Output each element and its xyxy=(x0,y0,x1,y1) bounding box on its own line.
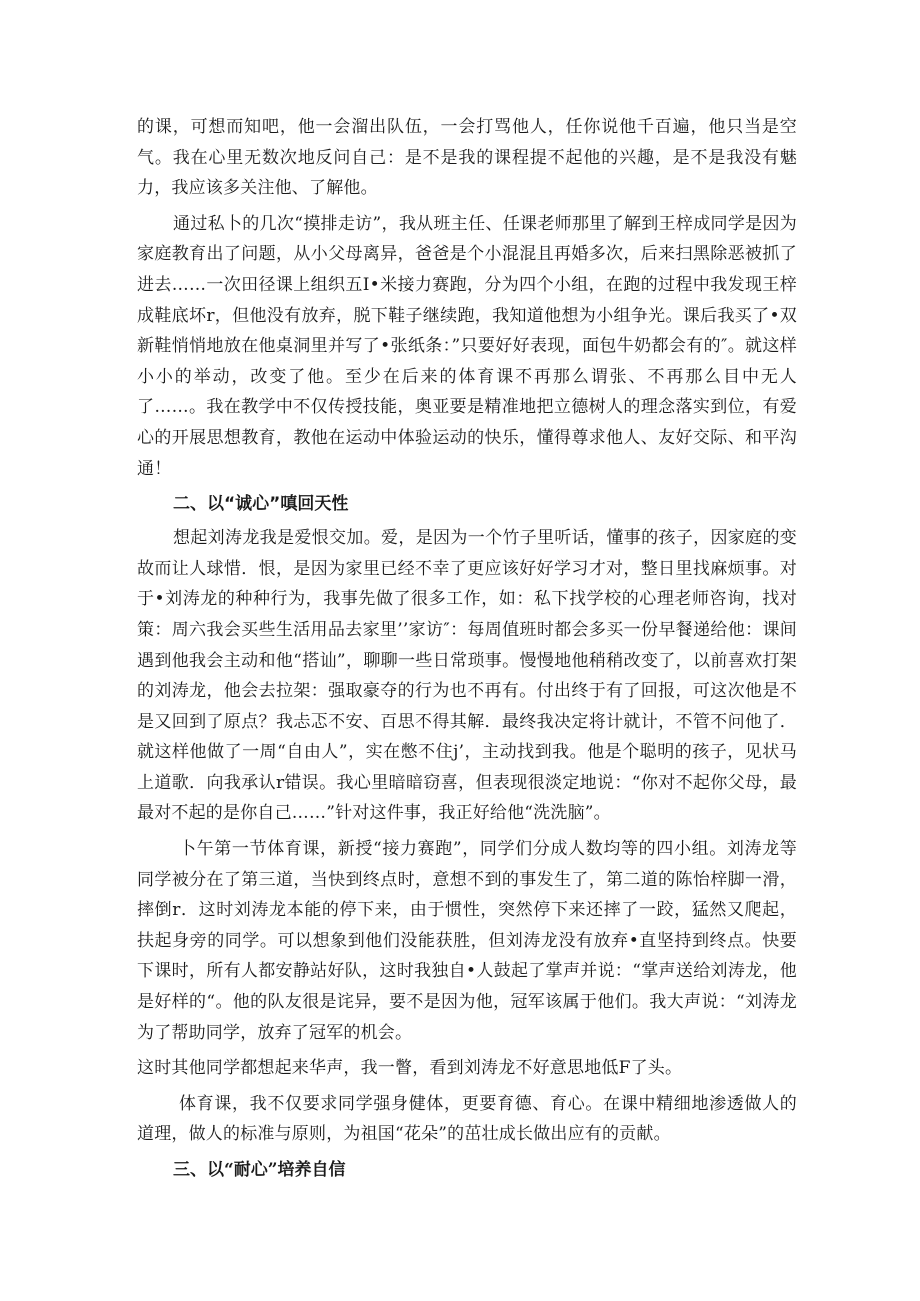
paragraph-relay-race: 卜午第一节体育课，新授“接力赛跑”，同学们分成人数均等的四小组。刘涛龙等同学被分在了第三道，当快到终点时，意想不到的事发生了，第二道的陈怡梓脚一滑，摔倒r．这时刘涛龙本能的停下来，由于惯性，突然停下来还摔了一跤，猛然又爬起，扶起身旁的同学。可以想象到他们没能获胜，但刘涛龙没有放弃•直坚持到终点。快要下课时，所有人都安静站好队，这时我独自•人鼓起了掌声并说：“掌声送给刘涛龙，他是好样的“。他的队友很是诧异，要不是因为他，冠军该属于他们。我大声说：“刘涛龙为了帮助同学，放弃了冠军的机会。 xyxy=(137,839,797,1043)
paragraph-liu-taolong: 想起刘涛龙我是爱恨交加。爱，是因为一个竹子里听话，懂事的孩子，因家庭的变故而让人球惜．恨，是因为家里已经不幸了更应该好好学习才对，整日里找麻烦事。对于•刘涛龙的种种行为，我事先做了很多工作，如：私下找学校的心理老师咨询，找对策：周六我会买些生活用品去家里’’家访″：每周值班时都会多买一份早餐递给他：课间遇到他我会主动和他“搭讪”，聊聊一些日常琐事。慢慢地他稍稍改变了，以前喜欢打架的刘涛龙，他会去拉架：强取豪夺的行为也不再有。付出终于有了回报，可这次他是不是又回到了原点？我忐忑不安、百思不得其解．最终我决定将计就计，不管不问他了．就这样他做了一周“自由人”，实在憋不住j’，主动找到我。他是个聪明的孩子，见状马上道歌．向我承认r错误。我心里暗暗窃喜，但表现很淡定地说：“你对不起你父母，最最对不起的是你自己……”针对这件事，我正好给他“洗洗脑”。 xyxy=(137,528,797,824)
paragraph-continued-class: 的课，可想而知吧，他一会溜出队伍，一会打骂他人，任你说他千百遍，他只当是空气。我在心里无数次地反问自己：是不是我的课程提不起他的兴趣，是不是我没有魅力，我应该多关注他、了解他。 xyxy=(137,117,797,199)
section-heading-patience: 三、以“耐心”培养自信 xyxy=(173,1160,346,1180)
section-heading-sincerity: 二、以“诚心”嗔回天性 xyxy=(173,494,349,515)
document-page xyxy=(137,112,797,1185)
paragraph-pe-class-summary: 体育课，我不仅要求同学强身健体，更要育德、育心。在课中精细地渗透做人的道理，做人的标准与原则，为祖国“花朵”的茁壮成长做出应有的贡献。 xyxy=(137,1093,797,1145)
paragraph-classmates-reaction: 这时其他同学都想起来华声，我一瞥，看到刘涛龙不好意思地低F了头。 xyxy=(137,1058,683,1079)
paragraph-wang-zicheng: 通过私卜的几次“摸排走访”，我从班主任、任课老师那里了解到王梓成同学是因为家庭教育出了问题，从小父母离异，爸爸是个小混混且再婚多次，后来扫黑除恶被抓了进去……一次田径课上组织五I•米接力赛跑，分为四个小组，在跑的过程中我发现王梓成鞋底坏r，但他没有放弃，脱下鞋子继续跑，我知道他想为小组争光。课后我买了•双新鞋悄悄地放在他桌洞里并写了•张纸条：”只要好好表现，面包牛奶都会有的″。就这样小小的举动，改变了他。至少在后来的体育课不再那么谓张、不再那么目中无人了……。我在教学中不仅传授技能，奥亚要是精准地把立德树人的理念落实到位，有爱心的开展思想教育，教他在运动中体验运动的快乐，懂得尊求他人、友好交际、和平沟通！ xyxy=(137,213,797,479)
